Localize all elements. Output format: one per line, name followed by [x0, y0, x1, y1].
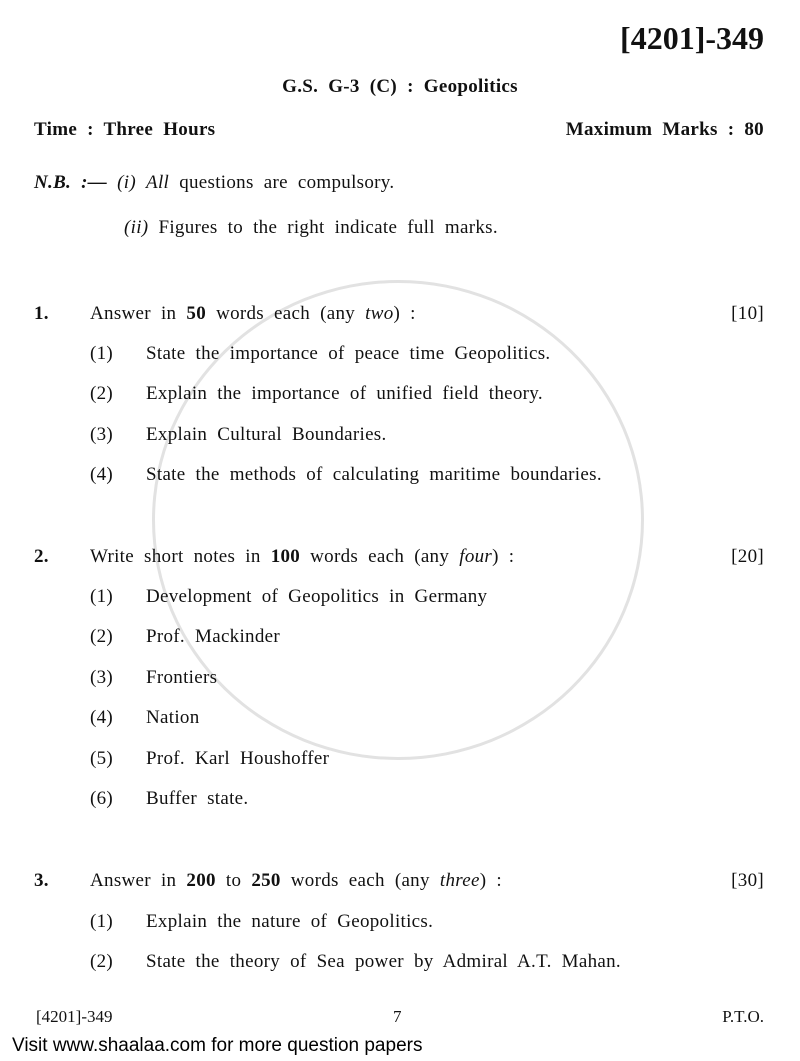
- instruction-emphasis: All: [146, 172, 170, 193]
- item-number: (1): [90, 911, 114, 932]
- item-number: (3): [90, 667, 114, 688]
- item-number: (4): [90, 464, 114, 485]
- instruction-number: (i): [117, 172, 136, 193]
- instruction-1: [34, 171, 394, 195]
- footer-code: [4201]-349: [36, 1007, 113, 1026]
- question-number: 3.: [34, 870, 49, 891]
- instruction-text: questions are compulsory.: [179, 172, 395, 193]
- nb-label: N.B. :—: [34, 172, 108, 193]
- item-text: Development of Geopolitics in Germany: [146, 586, 488, 607]
- item-text: Explain Cultural Boundaries.: [146, 424, 387, 445]
- item-text: Frontiers: [146, 667, 218, 688]
- instruction-2: [124, 216, 498, 240]
- pto-label: P.T.O.: [722, 1007, 764, 1026]
- item-text: State the theory of Sea power by Admiral A.T. Mahan.: [146, 951, 621, 972]
- question-number: 1.: [34, 303, 49, 324]
- item-number: (4): [90, 707, 114, 728]
- item-number: (3): [90, 424, 114, 445]
- instruction-number: (ii): [124, 217, 149, 238]
- item-text: Prof. Mackinder: [146, 626, 281, 647]
- question-marks: [30]: [731, 870, 764, 891]
- max-marks: Maximum Marks : 80: [565, 119, 764, 140]
- item-text: Prof. Karl Houshoffer: [146, 748, 330, 769]
- subject-title: G.S. G-3 (C) : Geopolitics: [282, 76, 518, 97]
- page-number: 7: [393, 1007, 402, 1026]
- item-number: (2): [90, 626, 114, 647]
- question-marks: [10]: [731, 303, 764, 324]
- item-text: State the importance of peace time Geopolitics.: [146, 343, 551, 364]
- paper-code: [4201]-349: [620, 20, 764, 56]
- item-text: Explain the importance of unified field theory.: [146, 383, 543, 404]
- question-prompt: Write short notes in 100 words each (any four) :: [90, 546, 515, 567]
- item-number: (1): [90, 343, 114, 364]
- item-number: (2): [90, 383, 114, 404]
- question-marks: [20]: [731, 546, 764, 567]
- instruction-text: Figures to the right indicate full marks.: [158, 217, 498, 238]
- item-text: State the methods of calculating maritime boundaries.: [146, 464, 602, 485]
- item-number: (2): [90, 951, 114, 972]
- item-number: (5): [90, 748, 114, 769]
- item-number: (6): [90, 788, 114, 809]
- item-text: Buffer state.: [146, 788, 249, 809]
- visit-link[interactable]: Visit www.shaalaa.com for more question papers: [12, 1035, 423, 1056]
- question-prompt: Answer in 200 to 250 words each (any three) :: [90, 870, 502, 891]
- question-prompt: Answer in 50 words each (any two) :: [90, 303, 416, 324]
- item-text: Nation: [146, 707, 200, 728]
- time-label: Time : Three Hours: [34, 119, 216, 140]
- item-number: (1): [90, 586, 114, 607]
- item-text: Explain the nature of Geopolitics.: [146, 911, 434, 932]
- question-number: 2.: [34, 546, 49, 567]
